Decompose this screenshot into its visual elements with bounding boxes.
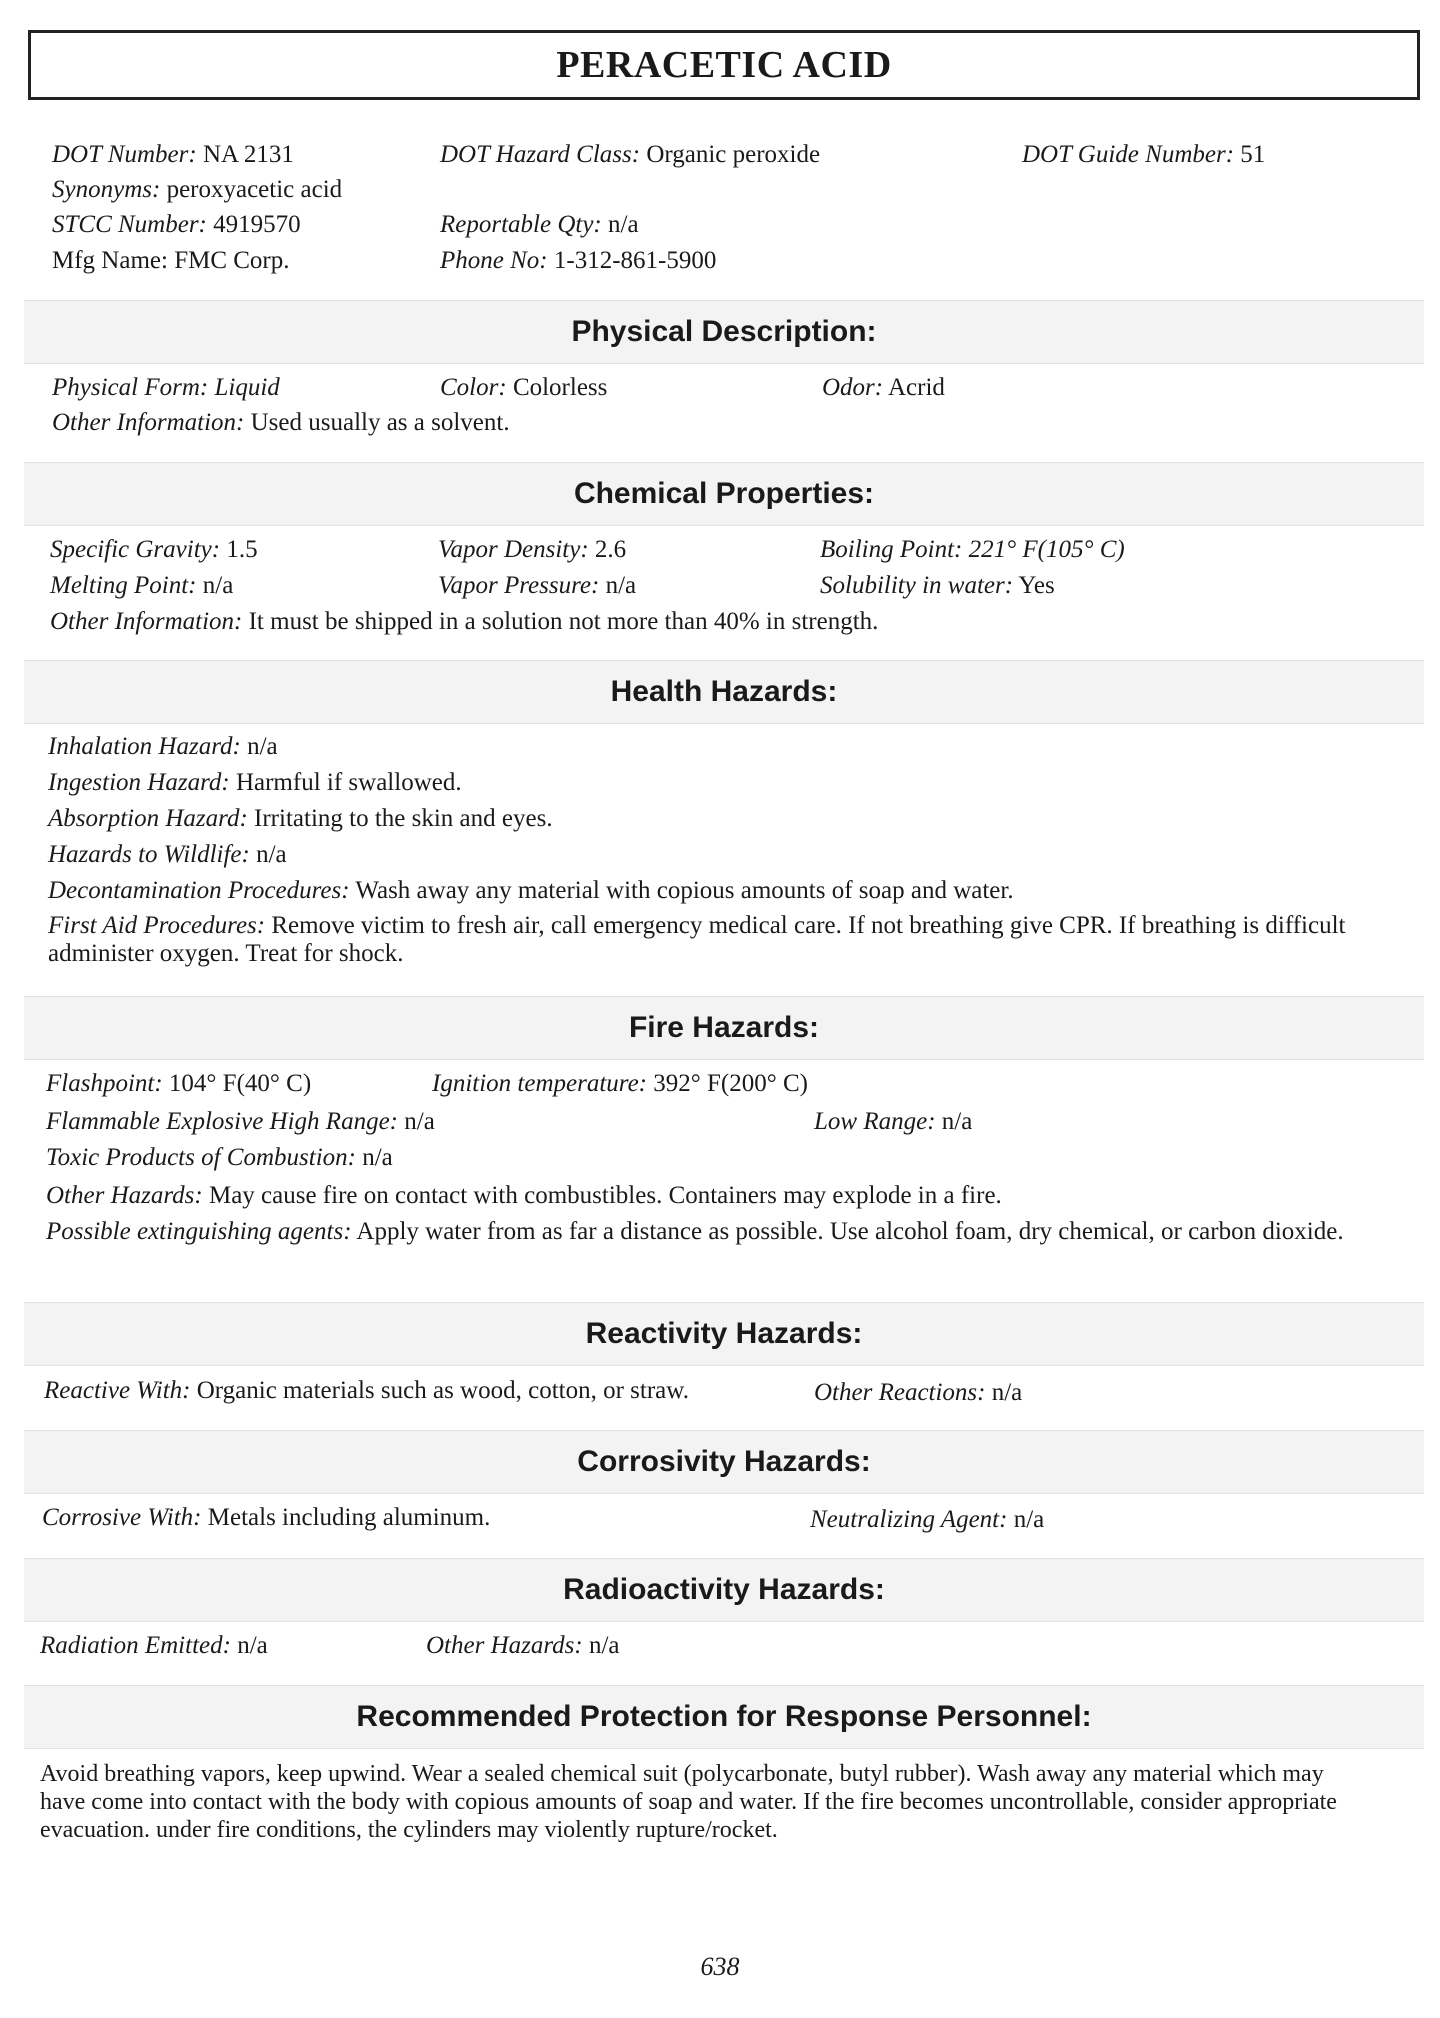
extinguishing-value: Apply water from as far a distance as possible. Use alcohol foam, dry chemical, or carbon dioxide. — [356, 1218, 1344, 1245]
reactive-with — [44, 1376, 689, 1406]
dot-number-label: DOT Number: — [52, 141, 197, 168]
dot-number-value: NA 2131 — [202, 141, 294, 168]
chemical-other-information — [50, 607, 878, 637]
mfg-name: Mfg Name: FMC Corp. — [52, 247, 290, 274]
solubility-value: Yes — [1018, 572, 1055, 599]
neutralizing-agent — [810, 1505, 1044, 1535]
vapor-density — [438, 535, 626, 565]
dot-hazard-class-label: DOT Hazard Class: — [440, 141, 641, 168]
physical-description-band — [24, 300, 1424, 364]
color — [440, 373, 607, 403]
radiation-label: Radiation Emitted: — [40, 1632, 231, 1659]
radioactivity-hazards-heading: Radioactivity Hazards: — [563, 1573, 885, 1606]
fire-other-label: Other Hazards: — [46, 1182, 203, 1209]
toxic-products — [46, 1143, 393, 1173]
phone-number-label: Phone No: — [440, 247, 548, 274]
extinguishing-label: Possible extinguishing agents: — [46, 1218, 352, 1245]
radiation-value: n/a — [237, 1632, 268, 1659]
document-title: PERACETIC ACID — [556, 44, 892, 86]
melting-point-label: Melting Point: — [50, 572, 197, 599]
odor-value: Acrid — [887, 374, 945, 401]
specific-gravity — [50, 535, 258, 565]
low-range — [814, 1107, 972, 1137]
fire-other-hazards — [46, 1181, 1002, 1211]
hazards-to-wildlife — [48, 840, 287, 870]
corrosivity-hazards-band — [24, 1430, 1424, 1494]
other-reactions-label: Other Reactions: — [814, 1379, 986, 1406]
physical-other-label: Other Information: — [52, 409, 245, 436]
protection-text: Avoid breathing vapors, keep upwind. Wear a sealed chemical suit (polycarbonate, butyl rubber). Wash away any material which may have come into contact with the body with copious amounts of soap and water. If the fire becomes uncontrollable, consider appropriate evacuation. under fire conditions, the cylinders may violently rupture/rocket. — [40, 1761, 1337, 1843]
absorption-value: Irritating to the skin and eyes. — [254, 805, 553, 832]
phone-number — [440, 246, 716, 276]
dot-number — [52, 140, 294, 170]
ingestion-label: Ingestion Hazard: — [48, 769, 230, 796]
solubility-label: Solubility in water: — [820, 572, 1014, 599]
synonyms-label: Synonyms: — [52, 176, 161, 203]
low-range-value: n/a — [941, 1108, 973, 1135]
reportable-qty-label: Reportable Qty: — [440, 211, 602, 238]
radio-other-hazards — [426, 1631, 620, 1661]
physical-other-value: Used usually as a solvent. — [250, 409, 510, 436]
physical-description-heading: Physical Description: — [571, 315, 877, 348]
first-aid-value: Remove victim to fresh air, call emergency medical care. If not breathing give CPR. If breathing is difficult administer oxygen. Treat for shock. — [48, 912, 1346, 967]
physical-form — [52, 373, 280, 403]
reactive-with-label: Reactive With: — [44, 1377, 191, 1404]
reactive-with-value: Organic materials such as wood, cotton, or straw. — [196, 1377, 689, 1404]
boiling-point — [820, 535, 1125, 565]
flashpoint-label: Flashpoint: — [46, 1070, 163, 1097]
vapor-pressure-value: n/a — [605, 572, 637, 599]
radiation-emitted — [40, 1631, 268, 1661]
dot-guide-number — [1022, 140, 1265, 170]
ingestion-hazard — [48, 768, 462, 798]
corrosive-with-value: Metals including aluminum. — [207, 1504, 491, 1531]
melting-point-value: n/a — [202, 572, 234, 599]
dot-guide-number-label: DOT Guide Number: — [1022, 141, 1235, 168]
melting-point — [50, 571, 233, 601]
reportable-qty-value: n/a — [608, 211, 639, 238]
other-reactions — [814, 1378, 1022, 1408]
odor — [822, 373, 945, 403]
dot-guide-number-value: 51 — [1240, 141, 1266, 168]
low-range-label: Low Range: — [814, 1108, 936, 1135]
corrosive-with-label: Corrosive With: — [42, 1504, 202, 1531]
decontamination-label: Decontamination Procedures: — [48, 877, 350, 904]
chemical-properties-heading: Chemical Properties: — [573, 477, 875, 510]
radioactivity-hazards-band — [24, 1558, 1424, 1622]
absorption-label: Absorption Hazard: — [48, 805, 248, 832]
high-range-label: Flammable Explosive High Range: — [46, 1108, 398, 1135]
neutralizing-value: n/a — [1013, 1506, 1045, 1533]
corrosivity-hazards-heading: Corrosivity Hazards: — [577, 1445, 871, 1478]
physical-other-information — [52, 408, 510, 438]
color-label: Color: — [440, 374, 507, 401]
toxic-value: n/a — [362, 1144, 393, 1171]
physical-form-text: Physical Form: Liquid — [52, 374, 280, 401]
chemical-other-label: Other Information: — [50, 608, 243, 635]
other-reactions-value: n/a — [991, 1379, 1023, 1406]
specific-gravity-value: 1.5 — [226, 536, 258, 563]
flashpoint — [46, 1069, 311, 1099]
absorption-hazard — [48, 804, 553, 834]
dot-hazard-class-value: Organic peroxide — [646, 141, 821, 168]
odor-label: Odor: — [822, 374, 884, 401]
inhalation-value: n/a — [247, 733, 278, 760]
corrosive-with — [42, 1503, 490, 1533]
radio-other-label: Other Hazards: — [426, 1632, 583, 1659]
chemical-properties-band — [24, 462, 1424, 526]
reactivity-hazards-band — [24, 1302, 1424, 1366]
ignition-label: Ignition temperature: — [432, 1070, 648, 1097]
inhalation-hazard — [48, 732, 278, 762]
health-hazards-band — [24, 660, 1424, 724]
wildlife-label: Hazards to Wildlife: — [48, 841, 250, 868]
vapor-density-value: 2.6 — [594, 536, 627, 563]
ingestion-value: Harmful if swallowed. — [235, 769, 462, 796]
phone-number-value: 1-312-861-5900 — [553, 247, 717, 274]
toxic-label: Toxic Products of Combustion: — [46, 1144, 356, 1171]
vapor-pressure — [438, 571, 636, 601]
stcc-number — [52, 210, 301, 240]
document-title-box — [28, 30, 1420, 100]
decontamination-procedures — [48, 876, 1014, 906]
color-value: Colorless — [512, 374, 608, 401]
vapor-density-label: Vapor Density: — [438, 536, 589, 563]
ignition-value: 392° F(200° C) — [653, 1070, 808, 1097]
stcc-number-value: 4919570 — [213, 211, 301, 238]
fire-hazards-heading: Fire Hazards: — [628, 1011, 820, 1044]
neutralizing-label: Neutralizing Agent: — [810, 1506, 1008, 1533]
high-range-value: n/a — [404, 1108, 435, 1135]
extinguishing-agents — [46, 1218, 1396, 1246]
page-number: 638 — [700, 1952, 740, 1981]
inhalation-label: Inhalation Hazard: — [48, 733, 241, 760]
stcc-number-label: STCC Number: — [52, 211, 207, 238]
reactivity-hazards-heading: Reactivity Hazards: — [585, 1317, 863, 1350]
solubility-in-water — [820, 571, 1055, 601]
chemical-other-value: It must be shipped in a solution not more than 40% in strength. — [248, 608, 879, 635]
decontamination-value: Wash away any material with copious amounts of soap and water. — [355, 877, 1014, 904]
vapor-pressure-label: Vapor Pressure: — [438, 572, 600, 599]
reportable-qty — [440, 210, 639, 240]
dot-hazard-class — [440, 140, 820, 170]
radio-other-value: n/a — [588, 1632, 620, 1659]
specific-gravity-label: Specific Gravity: — [50, 536, 221, 563]
flashpoint-value: 104° F(40° C) — [168, 1070, 312, 1097]
health-hazards-heading: Health Hazards: — [610, 675, 838, 708]
wildlife-value: n/a — [256, 841, 287, 868]
protection-band — [24, 1685, 1424, 1749]
fire-hazards-band — [24, 996, 1424, 1060]
synonyms — [52, 175, 342, 205]
first-aid-label: First Aid Procedures: — [48, 912, 266, 939]
boiling-point-text: Boiling Point: 221° F(105° C) — [820, 536, 1125, 563]
ignition-temperature — [432, 1069, 808, 1099]
flammable-high-range — [46, 1107, 435, 1137]
protection-heading: Recommended Protection for Response Personnel: — [356, 1700, 1092, 1733]
first-aid-procedures — [48, 912, 1398, 968]
fire-other-value: May cause fire on contact with combustibles. Containers may explode in a fire. — [208, 1182, 1002, 1209]
synonyms-value: peroxyacetic acid — [166, 176, 343, 203]
